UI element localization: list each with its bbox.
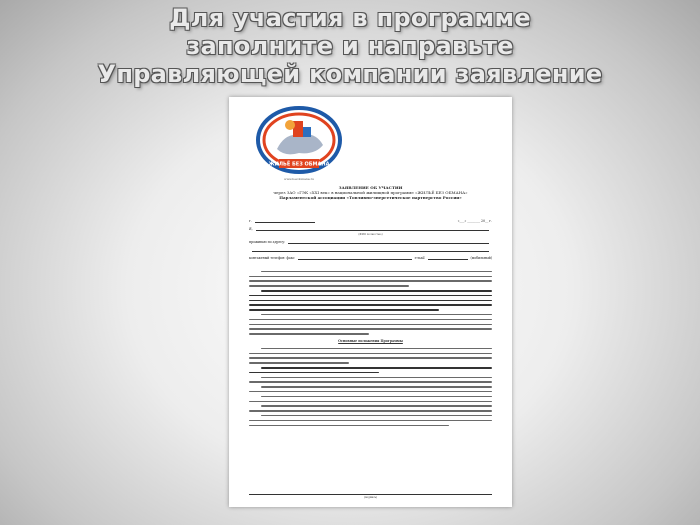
body-line xyxy=(249,423,492,428)
body-line xyxy=(249,331,492,336)
address-field[interactable] xyxy=(288,243,489,244)
city-field[interactable] xyxy=(255,222,315,223)
city-label: г. xyxy=(249,219,252,223)
signature-line[interactable] xyxy=(249,490,492,495)
slide-title-line-3: Управляющей компании заявление xyxy=(97,60,603,88)
slide-title xyxy=(0,4,700,88)
document-title-block xyxy=(269,185,472,200)
slide-title-line-1: Для участия в программе xyxy=(169,4,531,32)
signature-caption: (подпись) xyxy=(363,496,378,499)
document-subtitle-1: через ЗАО «ГЭК «XXI век» в национальной жилищной программе «ЖИЛЬЁ БЕЗ ОБМАНА» xyxy=(273,190,468,195)
mobile-label: (мобильный) xyxy=(470,256,492,260)
logo-caption: www.bezobmana.ru xyxy=(284,177,314,181)
document-title: ЗАЯВЛЕНИЕ ОБ УЧАСТИИ xyxy=(338,185,403,190)
application-form-document xyxy=(229,97,512,507)
address-row xyxy=(249,238,492,246)
email-field[interactable] xyxy=(428,259,468,260)
program-logo-icon xyxy=(255,105,343,175)
logo-badge-text: ЖИЛЬЁ БЕЗ ОБМАНА xyxy=(268,161,330,168)
slide-title-line-2: заполните и направьте xyxy=(186,32,514,60)
name-label: Я, xyxy=(249,227,253,231)
signature-block xyxy=(249,490,492,499)
document-body xyxy=(249,269,492,428)
name-hint: (ФИО полностью) xyxy=(358,233,383,236)
contacts-row xyxy=(249,254,492,262)
phone-label: контактный телефон: факс xyxy=(249,256,295,260)
email-label: e-mail xyxy=(414,256,425,260)
date-field[interactable]: «___» ________ 20__ г. xyxy=(457,219,492,223)
section-heading: Основные положения Программы xyxy=(338,339,403,344)
document-subtitle-2: Парламентской ассоциации «Топливно-энергетическое партнерство России» xyxy=(279,195,462,200)
applicant-fields xyxy=(249,217,492,262)
address-field-2[interactable] xyxy=(252,251,489,252)
phone-field[interactable] xyxy=(298,259,412,260)
address-label: проживаю по адресу: xyxy=(249,240,286,244)
address-row-2 xyxy=(249,246,492,254)
city-date-row xyxy=(249,217,492,225)
